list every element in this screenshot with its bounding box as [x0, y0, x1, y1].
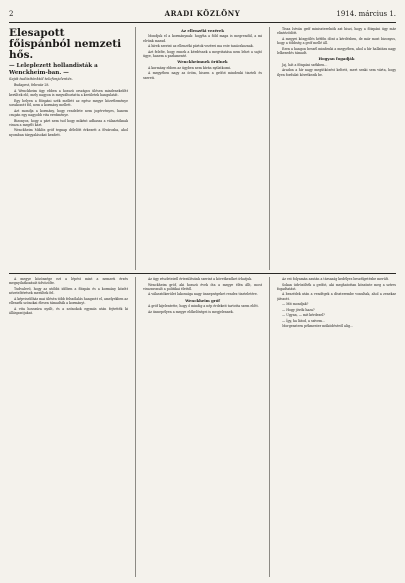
main-headline: Elesapott főispánból nemzeti hős.	[9, 27, 122, 61]
paragraph: A Wenckheim ügy ebben a hosszú országos ülésen mindenekelőtt kerültek elő, mely nagyon is megváltoztatta a kerületek hangulatát.	[9, 88, 128, 98]
header-rule	[9, 22, 396, 23]
paragraph: Wenckheim gróf, aki hosszú évek óta a megye élén állt, most visszavonult a politikai élettől.	[143, 282, 262, 291]
column-3	[277, 27, 396, 270]
section-divider	[9, 273, 396, 274]
dialogue-line: — Hogy jövök haza?	[282, 307, 315, 312]
paragraph: A választókerület lakossága nagy ünnepségeket rendez tiszteletére.	[148, 292, 258, 297]
masthead	[9, 8, 396, 20]
column-4	[9, 277, 128, 577]
issue-date: 1914. március 1.	[336, 10, 396, 18]
paragraph: Ezen a hangon beszél mindenki a megyében, ahol a hír hallatára nagy lelkesedés támadt.	[277, 46, 396, 56]
paragraph: Tudvalevő, hogy az utóbbi időben a főispán és a kormány között nézeteltérések merültek fel.	[9, 286, 128, 296]
paragraph: Bizonyos, hogy a párt nem tud hogy miként adhassa a választóknak vissza a megélt kárt.	[9, 118, 128, 127]
paragraph: Budapest, február 28.	[14, 83, 50, 88]
paragraph: Egy helyen a főispáni szék mellett az egész megye közvéleménye sorakozott föl, nem a kormány mellett.	[9, 98, 128, 108]
paragraph: Mondjuk el a kormánynak: hogyha a föld maga is megrendül, a mi elvünk marad.	[143, 34, 262, 43]
dialogue-line: — Ugyan, — mit kérdezel?	[282, 313, 325, 318]
byline: Saját tudósítónktól telefonjelentés.	[9, 77, 73, 81]
newspaper-title: ARADI KÖZLÖNY	[164, 9, 241, 18]
closing-line: Morgenstern pékmester működéséről alig…	[282, 324, 354, 329]
section-title: Az ellenzéki vezérek	[180, 28, 225, 33]
paragraph: Azt felelte, hogy ennek a kérdésnek a megvitatása nem lehet a sajtó ügye, hanem a parlamenté.	[143, 49, 262, 59]
paragraph: A képviselőház mai ülésén több felszólalás hangzott el, amelyekben az ellenzék szónokai élesen támadták a kormányt.	[9, 296, 128, 306]
sub-heading: Wenckheim gróf	[185, 297, 220, 303]
paragraph: A megyei közgyűlés hétfőn dönt a kérdésben, de már most bizonyos, hogy a többség a gróf mellé áll.	[277, 36, 396, 46]
dialogue-line: — Mit mondjak?	[282, 302, 309, 307]
bottom-columns	[9, 277, 396, 577]
column-separator	[269, 277, 270, 577]
sub-heading: Hogyan fogadják	[318, 56, 355, 62]
paragraph: A megye közönsége ezt a lépést mint a nemzeti érzés megnyilatkozását üdvözölte.	[9, 277, 128, 286]
paragraph: A beszédek után a vendégek a díszterembe vonultak, ahol a zenekar játszott.	[277, 292, 396, 301]
paragraph: A megyében nagy az öröm, hiszen a grófot mindenki tiszteli és szereti.	[143, 71, 262, 80]
paragraph: A gróf kijelentette, hogy ő mindig a nép érdekeit tartotta szem előtt.	[148, 304, 259, 309]
column-6	[277, 277, 396, 577]
paragraph: A hírek szerint az ellenzéki pártok vezérei ma este tanácskoznak.	[148, 44, 254, 49]
column-5	[143, 277, 262, 577]
paragraph: Az ügy részleteiről értesülésünk szerint a következőket írhatjuk.	[148, 277, 253, 281]
column-separator	[269, 27, 270, 270]
top-columns	[9, 27, 396, 270]
paragraph: Az ünnepélyen a megye előkelőségei is megjelennek.	[148, 309, 234, 314]
paragraph: Az est folyamán azután a társaság kedélyes beszélgetésbe merült.	[282, 277, 389, 281]
column-separator	[135, 277, 136, 577]
column-2	[143, 27, 262, 270]
paragraph: A vita hosszúra nyúlt, és a szónokok egymás után fejtették ki álláspontjukat.	[9, 306, 128, 315]
sub-heading: Wenckheimnek örülnek	[177, 59, 228, 65]
dialogue-line: — Így, ha látod, a szívem…	[282, 318, 326, 323]
column-1	[9, 27, 128, 270]
paragraph: Jaj, hát a főispáni székben…	[282, 62, 328, 67]
page-number: 2	[9, 10, 14, 18]
paragraph: Wenckheim Miklós gróf tegnap délelőtt érkezett a fővárosba, ahol nyomban tárgyalásokat kezdett.	[9, 128, 128, 137]
paragraph: Tisza István gróf miniszterelnök azt hiszi, hogy a főispáni ügy már elintéződött.	[277, 27, 396, 36]
main-subheadline: — Leleplezett hollandisták a Wenckheim-ban. —	[9, 63, 98, 76]
paragraph: Aradon a hír nagy megütközést keltett, mert senki sem várta, hogy ilyen fordulat következik be.	[277, 68, 396, 77]
paragraph: Azt mondja a kormány, hogy rendelete nem jogérvényes, hanem csupán egy nagyobb vita eredménye.	[9, 108, 128, 117]
paragraph: Sokan üdvözölték a grófot, aki meghatottan köszönte meg a szíves fogadtatást.	[277, 282, 396, 291]
paragraph: A kormány ebben az ügyben nem kíván nyilatkozni.	[148, 65, 232, 70]
column-separator	[135, 27, 136, 270]
